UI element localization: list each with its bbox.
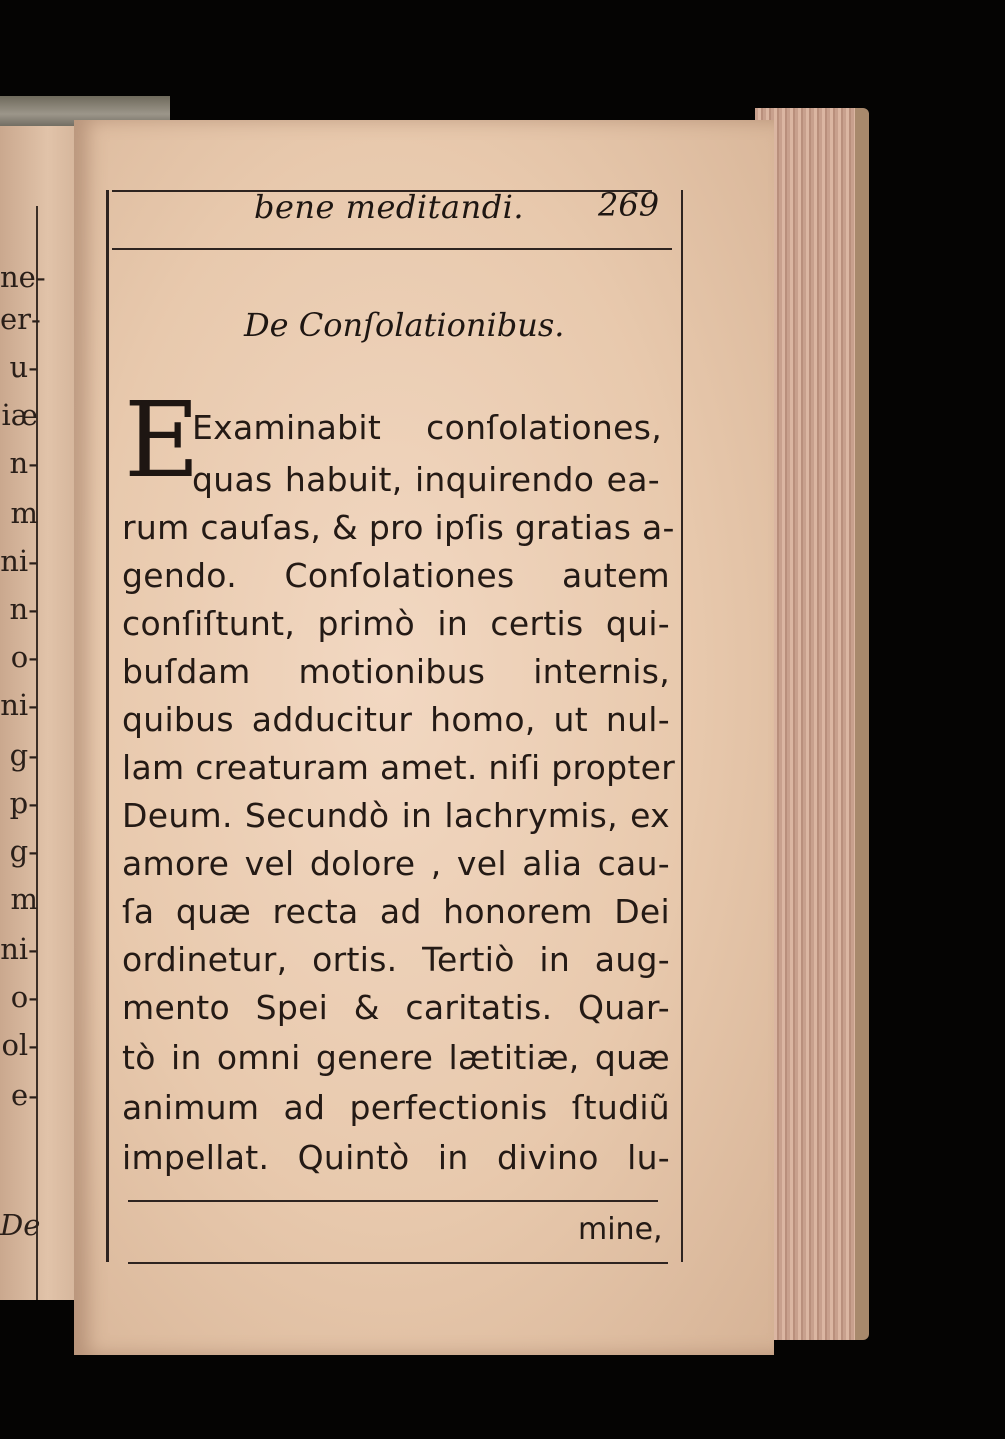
- drop-initial: E: [124, 379, 200, 501]
- text-line: animum ad perfectionis ſtudiũ: [122, 1088, 670, 1127]
- left-fragment: ni-: [0, 544, 38, 578]
- left-fragment: ol-: [1, 1028, 38, 1062]
- left-fragment: o-: [10, 980, 38, 1014]
- text-line: rum cauſas, & pro ipſis gratias a-: [122, 508, 675, 547]
- text-line: ordinetur, ortis. Tertiò in aug-: [122, 940, 670, 979]
- text-line: buſdam motionibus internis,: [122, 652, 670, 691]
- left-fragment: p-: [9, 786, 38, 820]
- left-page-edge: [0, 126, 80, 1300]
- header-rule: [112, 248, 672, 250]
- catchword: mine,: [578, 1212, 663, 1247]
- left-fragment: ni-: [0, 688, 38, 722]
- running-head: bene meditandi.: [254, 188, 525, 226]
- left-fragment: iæ: [1, 398, 38, 432]
- text-line: Deum. Secundò in lachrymis, ex: [122, 796, 670, 835]
- bottom-rule: [128, 1200, 658, 1202]
- left-fragment: n-: [9, 592, 38, 626]
- text-line: lam creaturam amet. niſi propter: [122, 748, 676, 787]
- left-fragment: u-: [9, 350, 38, 384]
- left-fragment: er-: [0, 302, 41, 336]
- foot-rule: [128, 1262, 668, 1264]
- section-title: De Conſolationibus.: [244, 306, 565, 344]
- text-line: impellat. Quintò in divino lu-: [122, 1138, 670, 1177]
- left-fragment: o-: [10, 640, 38, 674]
- text-line: conſiſtunt, primò in certis qui-: [122, 604, 670, 643]
- left-fragment: ni-: [0, 932, 38, 966]
- left-fragment: De: [0, 1208, 41, 1242]
- text-line: gendo. Conſolationes autem: [122, 556, 670, 595]
- text-line: Examinabit conſolationes,: [192, 408, 662, 447]
- left-fragment: m: [10, 496, 38, 530]
- left-fragment: m: [10, 882, 38, 916]
- text-line: quas habuit, inquirendo ea-: [192, 460, 660, 499]
- left-fragment: e-: [11, 1078, 38, 1112]
- text-line: tò in omni genere lætitiæ, quæ: [122, 1038, 670, 1077]
- text-line: mento Spei & caritatis. Quar-: [122, 988, 670, 1027]
- left-fragment: g-: [9, 834, 38, 868]
- text-line: quibus adducitur homo, ut nul-: [122, 700, 670, 739]
- left-fragment: n-: [9, 446, 38, 480]
- left-fragment: g-: [9, 738, 38, 772]
- text-line: amore vel dolore , vel alia cau-: [122, 844, 670, 883]
- left-fragment: ne-: [0, 260, 46, 294]
- text-line: ſa quæ recta ad honorem Dei: [122, 892, 670, 931]
- page-number: 269: [598, 186, 660, 224]
